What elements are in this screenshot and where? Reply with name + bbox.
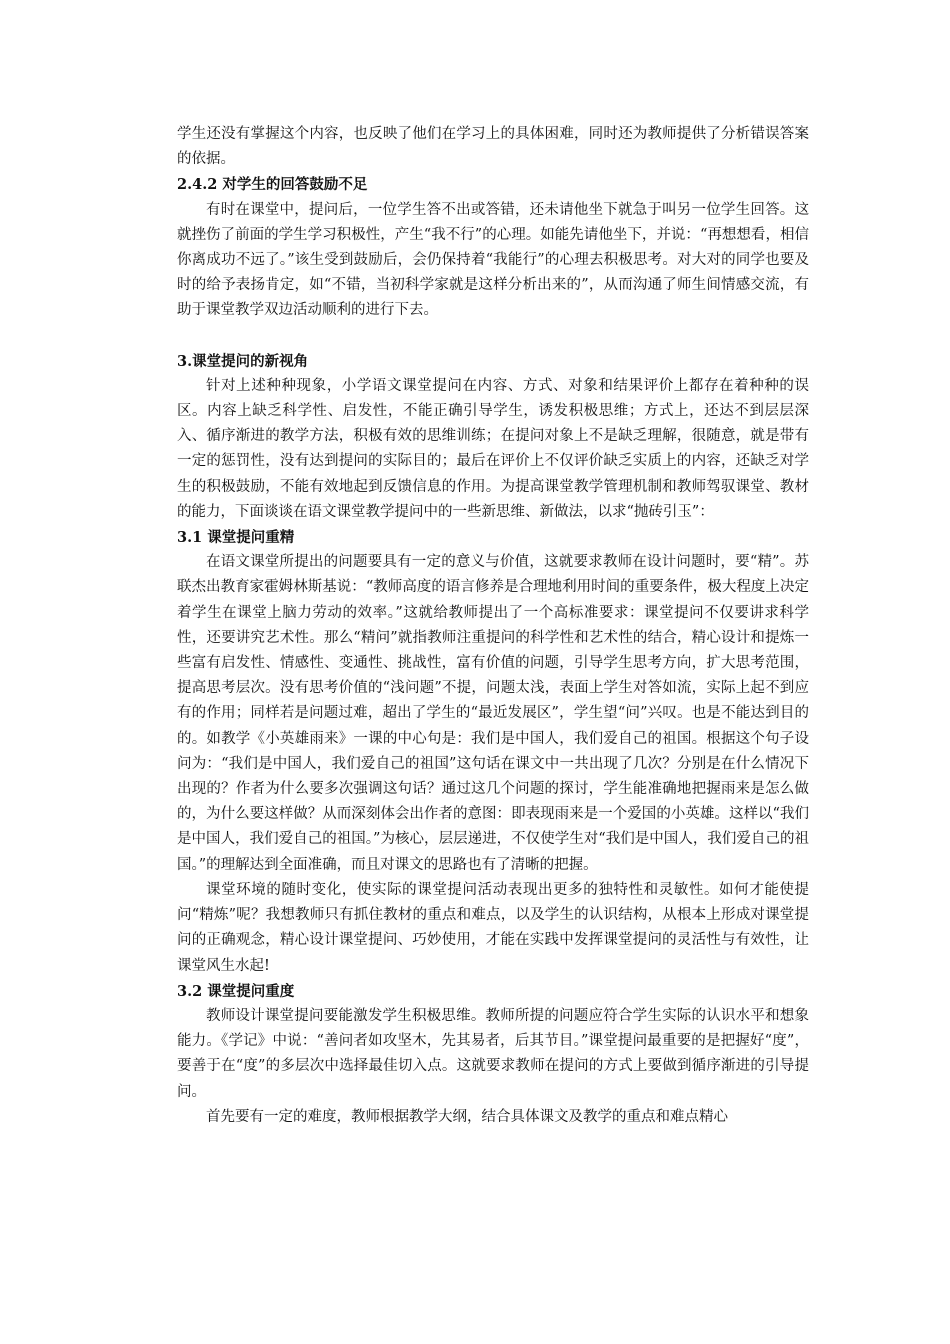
body-paragraph: 在语文课堂所提出的问题要具有一定的意义与价值，这就要求教师在设计问题时，要“精”。苏联杰出教育家霍姆林斯基说：“教师高度的语言修养是合理地利用时间的重要条件，极大程度上决定着学生在课堂上脑力劳动的效率。”这就给教师提出了一个高标准要求：课堂提问不仅要讲求科学性，还要讲究艺术性。那么“精问”就指教师注重提问的科学性和艺术性的结合，精心设计和提炼一些富有启发性、情感性、变通性、挑战性，富有价值的问题，引导学生思考方向，扩大思考范围，提高思考层次。没有思考价值的“浅问题”不提，问题太浅，表面上学生对答如流，实际上起不到应有的作用；同样若是问题过难，超出了学生的“最近发展区”，学生望“问”兴叹。也是不能达到目的的。如教学《小英雄雨来》一课的中心句是：我们是中国人，我们爱自己的祖国。根据这个句子设问为：“我们是中国人，我们爱自己的祖国”这句话在课文中一共出现了几次？分别是在什么情况下出现的？作者为什么要多次强调这句话？通过这几个问题的探讨，学生能准确地把握雨来是怎么做的，为什么要这样做？从而深刻体会出作者的意图：即表现雨来是一个爱国的小英雄。这样以“我们是中国人，我们爱自己的祖国。”为核心，层层递进，不仅使学生对“我们是中国人，我们爱自己的祖国。”的理解达到全面准确，而且对课文的思路也有了清晰的把握。 bbox=[177, 554, 809, 873]
section-heading: 3.课堂提问的新视角 bbox=[177, 352, 309, 370]
body-paragraph: 首先要有一定的难度，教师根据教学大纲，结合具体课文及教学的重点和难点精心 bbox=[206, 1108, 728, 1125]
blank-line bbox=[177, 324, 809, 349]
body-paragraph: 针对上述种种现象，小学语文课堂提问在内容、方式、对象和结果评价上都存在着种种的误区。内容上缺乏科学性、启发性，不能正确引导学生，诱发积极思维；方式上，还达不到层层深入、循序渐进的教学方法，积极有效的思维训练；在提问对象上不是缺乏理解，很随意，就是带有一定的惩罚性，没有达到提问的实际目的；最后在评价上不仅评价缺乏实质上的内容，还缺乏对学生的积极鼓励，不能有效地起到反馈信息的作用。为提高课堂教学管理机制和教师驾驭课堂、教材的能力，下面谈谈在语文课堂教学提问中的一些新思维、新做法，以求“抛砖引玉”： bbox=[177, 377, 809, 520]
body-paragraph: 有时在课堂中，提问后，一位学生答不出或答错，还未请他坐下就急于叫另一位学生回答。这就挫伤了前面的学生学习积极性，产生“我不行”的心理。如能先请他坐下，并说：“再想想看，相信你离成功不远了。”该生受到鼓励后，会仍保持着“我能行”的心理去积极思考。对大对的同学也要及时的给予表扬肯定，如“不错，当初科学家就是这样分析出来的”，从而沟通了师生间情感交流，有助于课堂教学双边活动顺利的进行下去。 bbox=[177, 201, 809, 319]
body-paragraph: 教师设计课堂提问要能激发学生积极思维。教师所提的问题应符合学生实际的认识水平和想象能力。《学记》中说：“善问者如攻坚木，先其易者，后其节目。”课堂提问最重要的是把握好“度”，要善于在“度”的多层次中选择最佳切入点。这就要求教师在提问的方式上要做到循序渐进的引导提问。 bbox=[177, 1007, 809, 1100]
section-heading: 3.2 课堂提问重度 bbox=[177, 982, 295, 1000]
section-heading: 3.1 课堂提问重精 bbox=[177, 529, 295, 547]
section-heading: 2.4.2 对学生的回答鼓励不足 bbox=[177, 176, 368, 194]
document-page bbox=[177, 122, 809, 1130]
body-paragraph: 课堂环境的随时变化，使实际的课堂提问活动表现出更多的独特性和灵敏性。如何才能使提问“精炼”呢？我想教师只有抓住教材的重点和难点，以及学生的认识结构，从根本上形成对课堂提问的正确观念，精心设计课堂提问、巧妙使用，才能在实践中发挥课堂提问的灵活性与有效性，让课堂风生水起! bbox=[177, 881, 809, 974]
body-paragraph: 学生还没有掌握这个内容，也反映了他们在学习上的具体困难，同时还为教师提供了分析错误答案的依据。 bbox=[177, 126, 809, 168]
